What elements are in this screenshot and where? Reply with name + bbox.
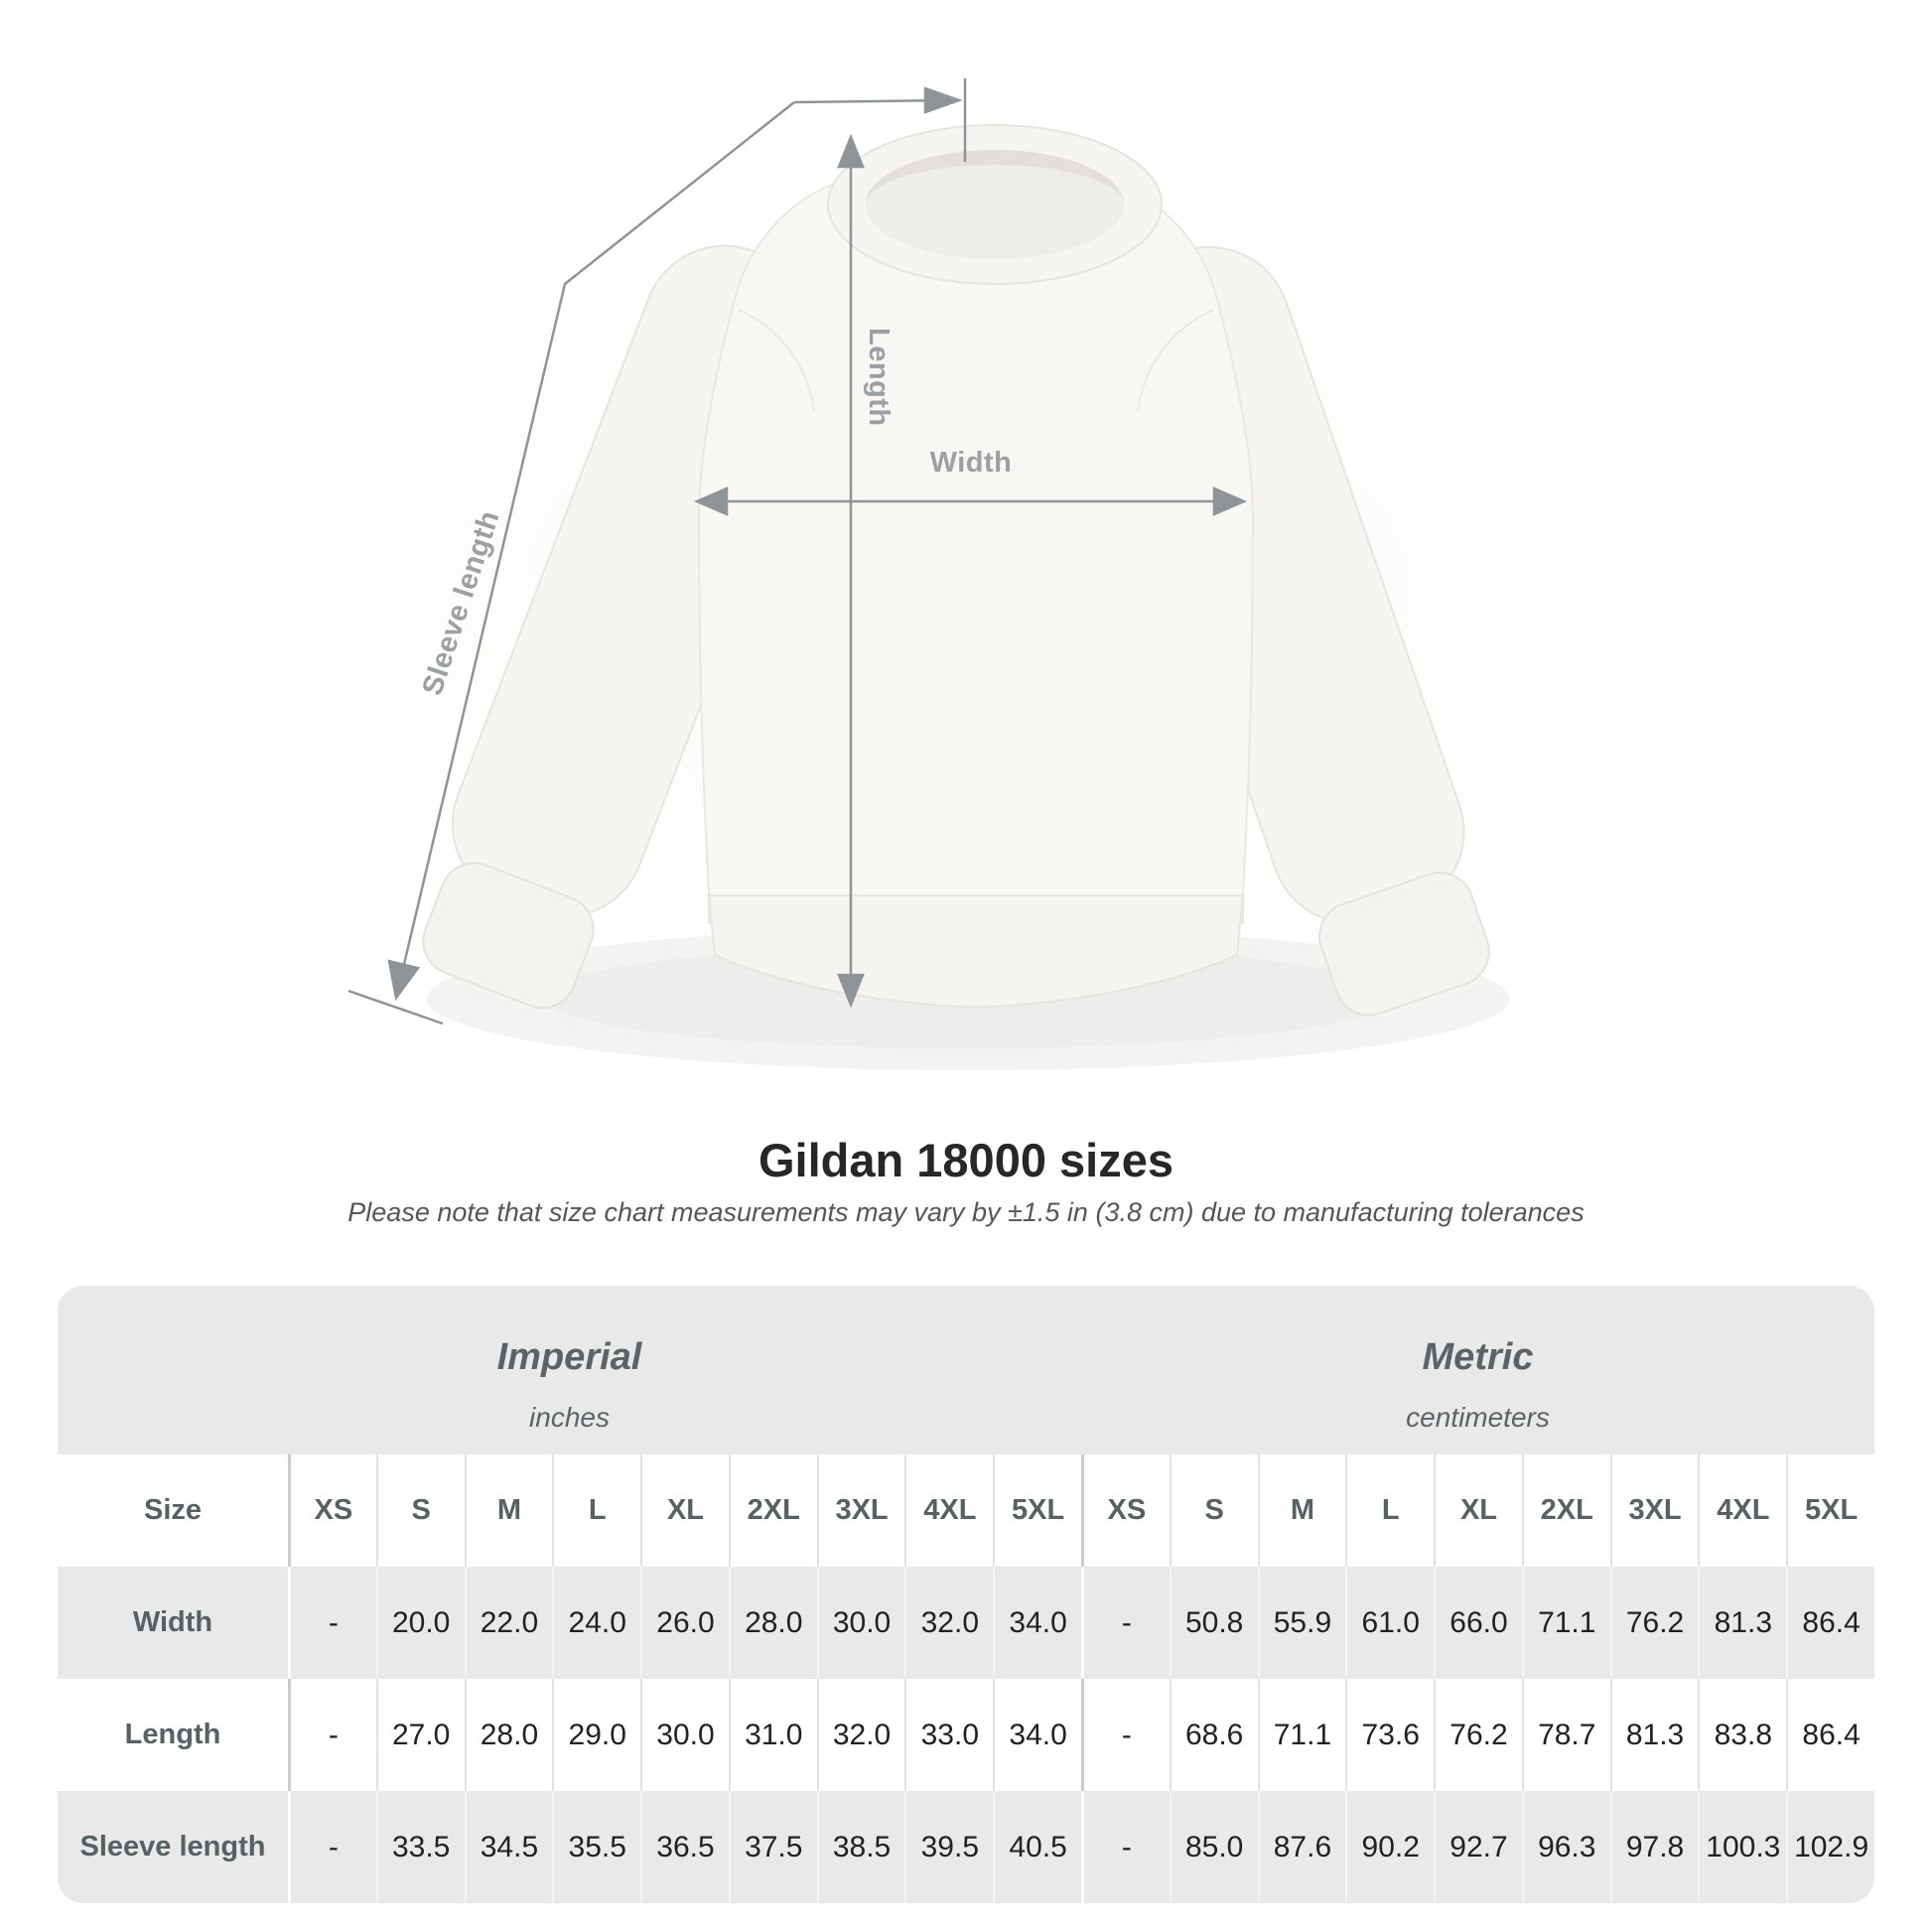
- size-header-cell: M: [1258, 1454, 1346, 1567]
- width-value: 81.3: [1698, 1567, 1786, 1679]
- sleeve-length-value: 39.5: [904, 1791, 993, 1903]
- size-column-header: Size: [58, 1454, 288, 1567]
- width-value: 50.8: [1170, 1567, 1258, 1679]
- length-value: 34.0: [993, 1679, 1081, 1791]
- size-header-cell: 5XL: [1786, 1454, 1874, 1567]
- length-value: 29.0: [552, 1679, 640, 1791]
- sleeve-length-value: 97.8: [1610, 1791, 1699, 1903]
- size-table: [58, 1286, 1874, 1903]
- length-measure-label: Length: [863, 328, 895, 427]
- width-value: -: [288, 1567, 376, 1679]
- width-measure-label: Width: [929, 447, 1013, 479]
- imperial-section-unit: inches: [529, 1402, 610, 1433]
- length-value: 83.8: [1698, 1679, 1786, 1791]
- width-value: 24.0: [552, 1567, 640, 1679]
- width-value: 55.9: [1258, 1567, 1346, 1679]
- size-header-cell: 4XL: [1698, 1454, 1786, 1567]
- metric-section-header: [1081, 1286, 1874, 1454]
- size-header-cell: 4XL: [904, 1454, 993, 1567]
- length-value: 30.0: [640, 1679, 729, 1791]
- size-header-cell: L: [1345, 1454, 1434, 1567]
- sleeve-length-value: 33.5: [376, 1791, 465, 1903]
- collar: [828, 125, 1162, 284]
- length-value: 68.6: [1170, 1679, 1258, 1791]
- length-value: 32.0: [817, 1679, 905, 1791]
- size-header-cell: S: [1170, 1454, 1258, 1567]
- sleeve-length-value: 35.5: [552, 1791, 640, 1903]
- length-value: 71.1: [1258, 1679, 1346, 1791]
- sleeve-length-value: 92.7: [1434, 1791, 1522, 1903]
- sleeve-length-arrowhead: [389, 961, 418, 998]
- metric-section-title: Metric: [1422, 1336, 1534, 1378]
- size-header-cell: XS: [1081, 1454, 1170, 1567]
- sleeve-length-value: 36.5: [640, 1791, 729, 1903]
- size-header-cell: 2XL: [1522, 1454, 1610, 1567]
- length-value: -: [1081, 1679, 1170, 1791]
- sleeve-length-value: -: [1081, 1791, 1170, 1903]
- width-value: 30.0: [817, 1567, 905, 1679]
- width-value: 61.0: [1345, 1567, 1434, 1679]
- length-value: 78.7: [1522, 1679, 1610, 1791]
- size-header-cell: S: [376, 1454, 465, 1567]
- sleeve-length-value: 34.5: [465, 1791, 553, 1903]
- width-value: 86.4: [1786, 1567, 1874, 1679]
- size-header-cell: XL: [1434, 1454, 1522, 1567]
- size-header-cell: XS: [288, 1454, 376, 1567]
- length-value: 76.2: [1434, 1679, 1522, 1791]
- width-value: -: [1081, 1567, 1170, 1679]
- row-label-length: Length: [58, 1679, 288, 1791]
- sleeve-length-value: 96.3: [1522, 1791, 1610, 1903]
- size-header-cell: L: [552, 1454, 640, 1567]
- length-value: 86.4: [1786, 1679, 1874, 1791]
- size-header-cell: 3XL: [817, 1454, 905, 1567]
- sleeve-length-value: -: [288, 1791, 376, 1903]
- imperial-section-title: Imperial: [496, 1336, 642, 1378]
- size-header-cell: 5XL: [993, 1454, 1081, 1567]
- imperial-section-header: [58, 1286, 1081, 1454]
- length-arrowhead-top: [839, 137, 863, 167]
- size-header-cell: 2XL: [729, 1454, 817, 1567]
- length-value: -: [288, 1679, 376, 1791]
- length-value: 73.6: [1345, 1679, 1434, 1791]
- width-value: 28.0: [729, 1567, 817, 1679]
- row-label-sleeve-length: Sleeve length: [79, 1831, 266, 1863]
- row-label-width: Width: [132, 1606, 213, 1638]
- sleeve-length-value: 37.5: [729, 1791, 817, 1903]
- size-header-cell: XL: [640, 1454, 729, 1567]
- sleeve-length-value: 85.0: [1170, 1791, 1258, 1903]
- length-value: 31.0: [729, 1679, 817, 1791]
- width-value: 71.1: [1522, 1567, 1610, 1679]
- width-value: 20.0: [376, 1567, 465, 1679]
- sleeve-length-measure-label: Sleeve length: [416, 506, 506, 700]
- length-value: 27.0: [376, 1679, 465, 1791]
- width-value: 26.0: [640, 1567, 729, 1679]
- shoulder-reference-arrowhead: [925, 88, 959, 112]
- length-value: 81.3: [1610, 1679, 1699, 1791]
- sleeve-length-value: 100.3: [1698, 1791, 1786, 1903]
- width-value: 32.0: [904, 1567, 993, 1679]
- width-value: 76.2: [1610, 1567, 1699, 1679]
- sleeve-length-value: 40.5: [993, 1791, 1081, 1903]
- sleeve-length-value: 38.5: [817, 1791, 905, 1903]
- page-title: Gildan 18000 sizes: [758, 1134, 1174, 1186]
- metric-section-unit: centimeters: [1406, 1402, 1550, 1433]
- size-header-cell: M: [465, 1454, 553, 1567]
- width-value: 34.0: [993, 1567, 1081, 1679]
- size-header-cell: 3XL: [1610, 1454, 1699, 1567]
- length-value: 33.0: [904, 1679, 993, 1791]
- tolerance-note: Please note that size chart measurements may vary by ±1.5 in (3.8 cm) due to manufacturing tolerances: [347, 1197, 1585, 1227]
- size-table-grid: [58, 1454, 1874, 1903]
- width-value: 22.0: [465, 1567, 553, 1679]
- width-value: 66.0: [1434, 1567, 1522, 1679]
- sleeve-length-value: 102.9: [1786, 1791, 1874, 1903]
- sleeve-length-value: 87.6: [1258, 1791, 1346, 1903]
- length-value: 28.0: [465, 1679, 553, 1791]
- sleeve-length-value: 90.2: [1345, 1791, 1434, 1903]
